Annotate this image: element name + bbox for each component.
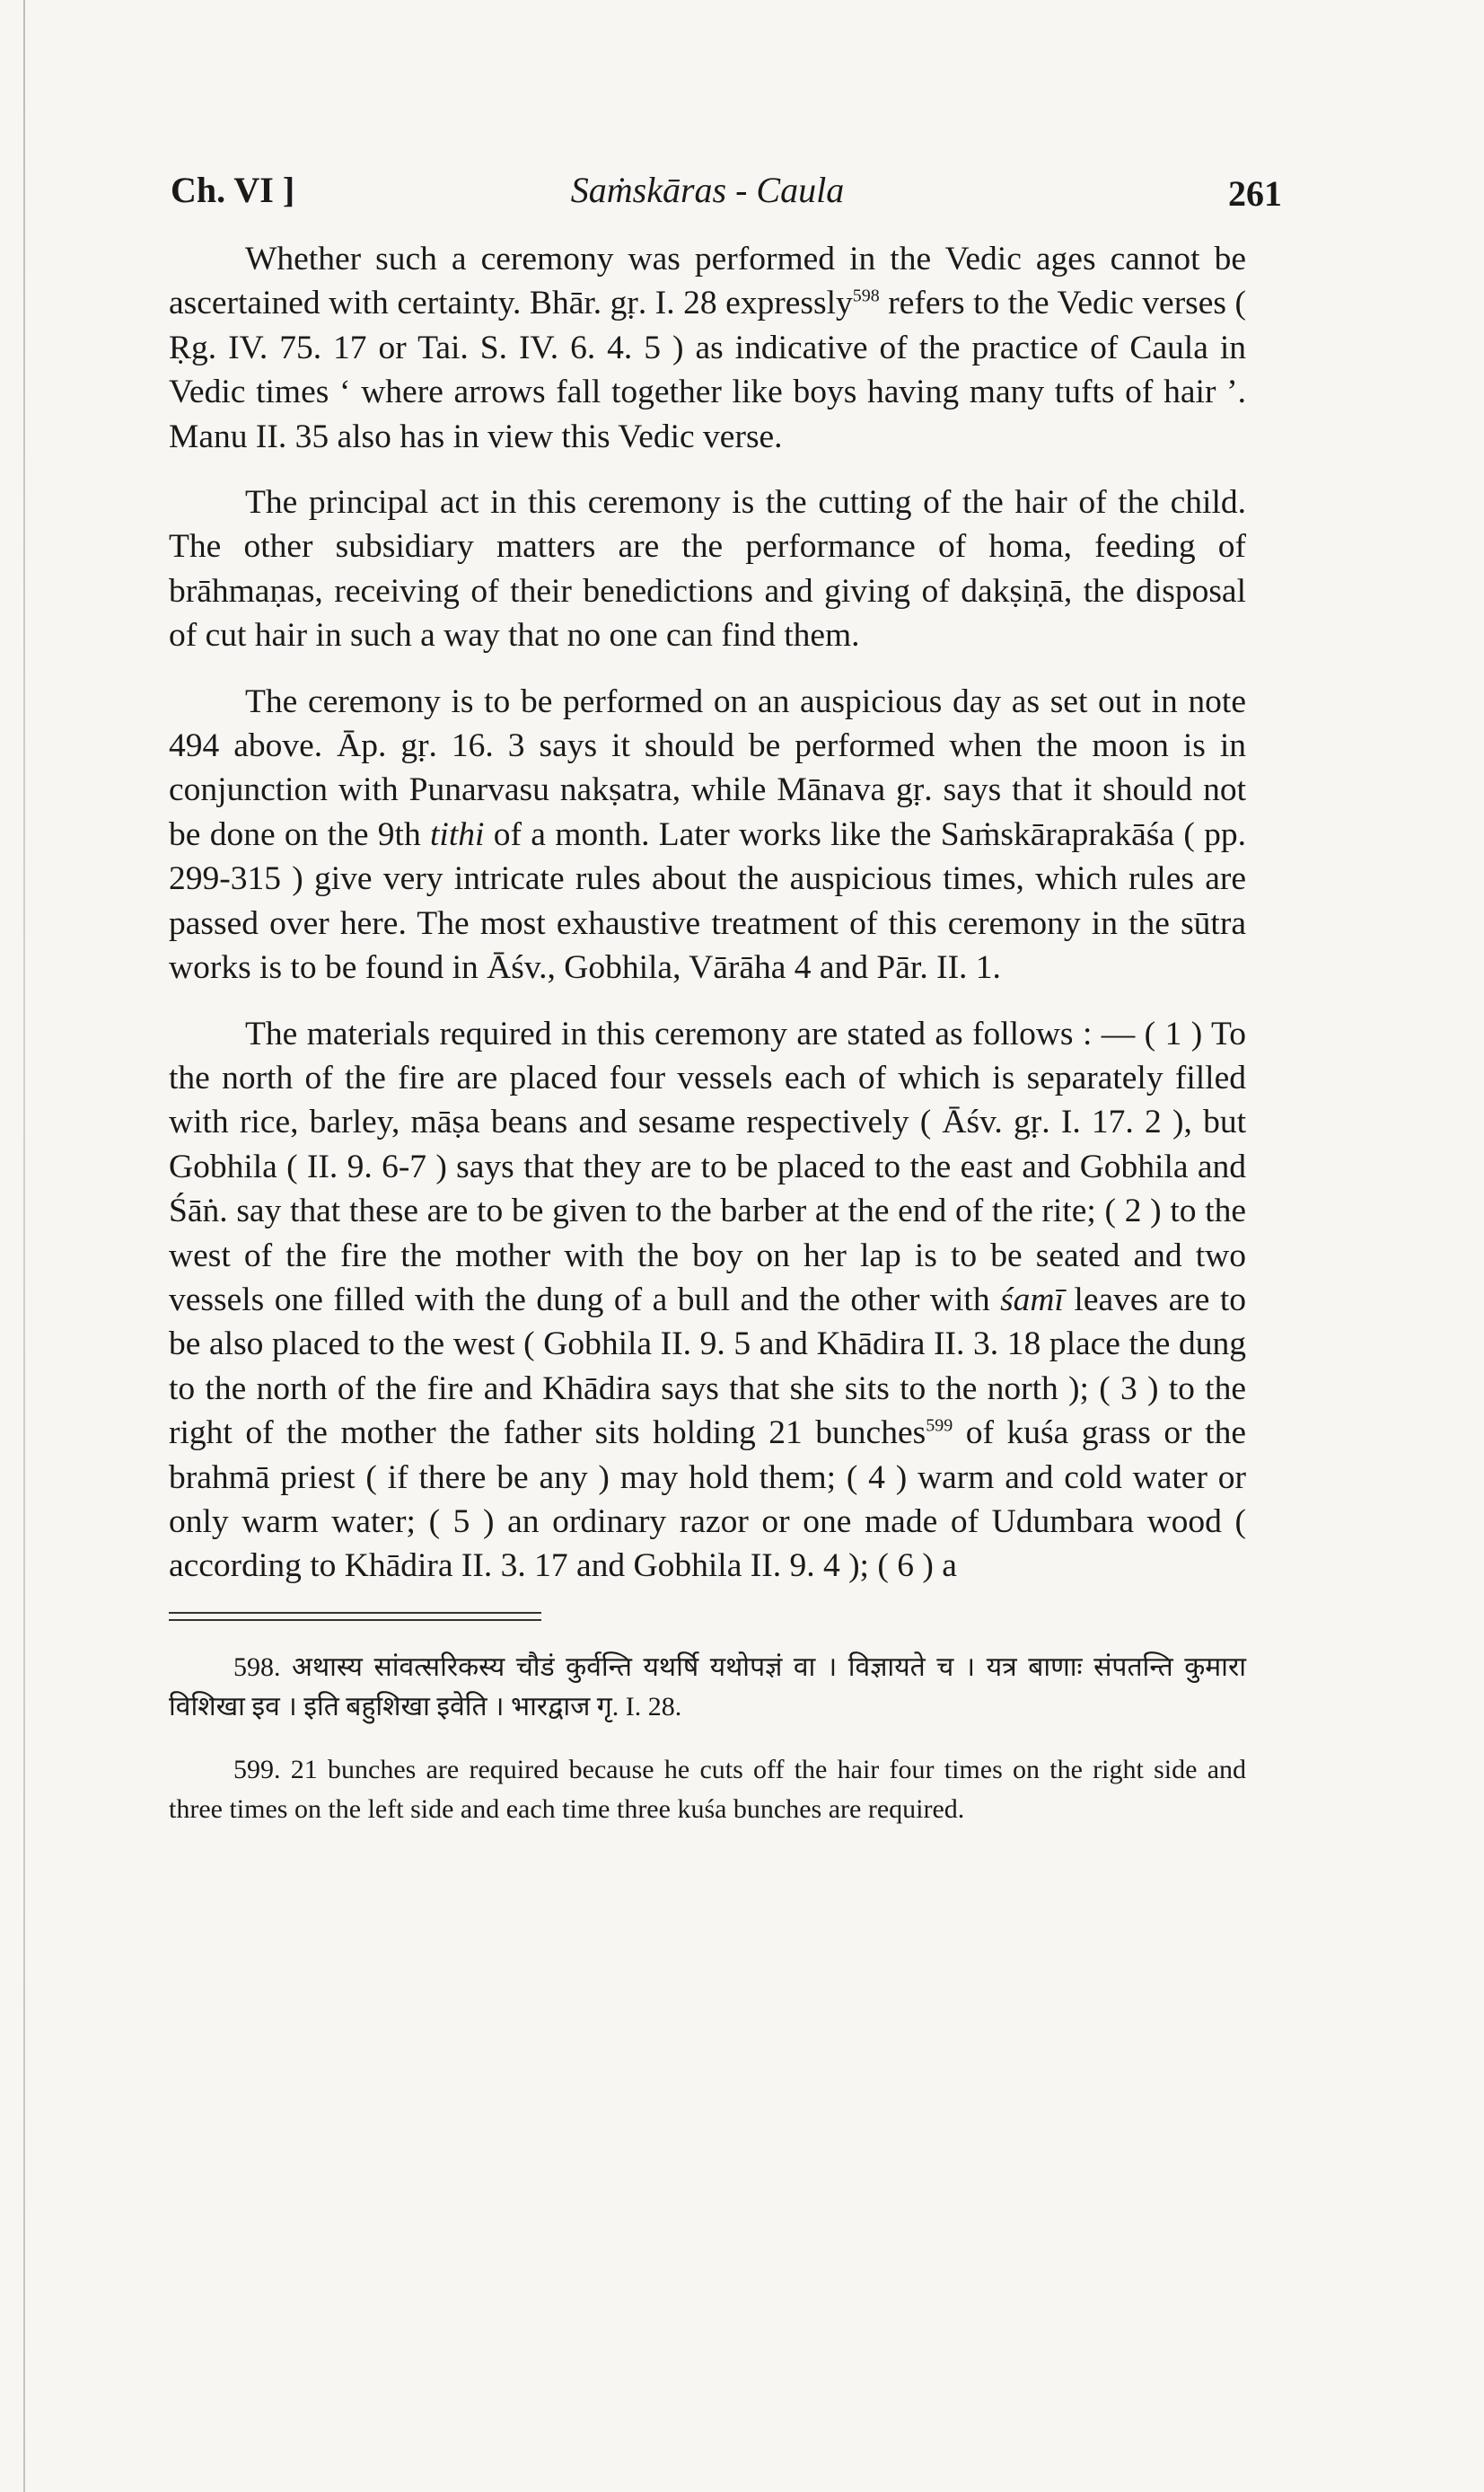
italic-term: śamī <box>1000 1281 1064 1318</box>
footnote-598: 598. अथास्य सांवत्सरिकस्य चौडं कुर्वन्ति यथर्षि यथोपज्ञं वा । विज्ञायते च । यत्र बाणाः संपतन्ति कुमारा विशिखा इव । इति बहुशिखा इवेति । भारद्वाज गृ. I. 28. <box>169 1651 1246 1722</box>
section-title: Saṁskāras - Caula <box>570 170 845 210</box>
page-margin-line <box>23 0 25 2492</box>
chapter-label: Ch. VI ] <box>171 170 295 210</box>
footnote-ref-598: 598 <box>852 286 880 306</box>
running-head <box>169 151 1282 214</box>
italic-term: tithi <box>430 815 485 853</box>
paragraph-materials: The materials required in this ceremony are stated as follows : — ( 1 ) To the north of the fire are placed four vessels each of which is separately filled with rice, barley, māṣa beans and sesame respectively ( Āśv. gṛ. I. 17. 2 ), but Gobhila ( II. 9. 6-7 ) says that they are to be placed to the east and Gobhila and Śāṅ. say that these are to be given to the barber at the end of the rite; ( 2 ) to the west of the fire the mother with the boy on her lap is to be seated and two vessels one filled with the dung of a bull and the other with śamī leaves are to be also placed to the west ( Gobhila II. 9. 5 and Khādira II. 3. 18 place the dung to the north of the fire and Khādira says that she sits to the north ); ( 3 ) to the right of the mother the father sits holding 21 bunches$^{599}$ of kuśa grass or the brahmā priest ( if there be any ) may hold them; ( 4 ) warm and cold water or only warm water; ( 5 ) an ordinary razor or one made of Udumbara wood ( according to Khādira II. 3. 17 and Gobhila II. 9. 4 ); ( 6 ) a <box>169 1015 1247 1585</box>
footnote-separator <box>169 1612 541 1621</box>
paragraph-principal-act: The principal act in this ceremony is the cutting of the hair of the child. The other subsidiary matters are the performance of homa, feeding of brāhmaṇas, receiving of their benedictions and giving of dakṣiṇā, the disposal of cut hair in such a way that no one can find them. <box>169 484 1246 655</box>
body-text <box>169 237 1246 1589</box>
footnotes <box>169 1648 1246 1829</box>
book-page <box>169 151 1282 1853</box>
paragraph-auspicious-day: The ceremony is to be performed on an auspicious day as set out in note 494 above. Āp. gṛ. 16. 3 says it should be performed when the moon is in conjunction with Punarvasu nakṣatra, while Mānava gṛ. says that it should not be done on the 9th tithi of a month. Later works like the Saṁskāraprakāśa ( pp. 299-315 ) give very intricate rules about the auspicious times, which rules are passed over here. The most exhaustive treatment of this ceremony in the sūtra works is to be found in Āśv., Gobhila, Vārāha 4 and Pār. II. 1. <box>169 682 1246 987</box>
footnote-599: 599. 21 bunches are required because he cuts off the hair four times on the right side and three times on the left side and each time three kuśa bunches are required. <box>169 1754 1247 1824</box>
footnote-ref-599: 599 <box>926 1415 953 1436</box>
page-number: 261 <box>1228 173 1282 214</box>
paragraph-vedic-ages: Whether such a ceremony was performed in the Vedic ages cannot be ascertained with certainty. Bhār. gṛ. I. 28 expressly$^{598}$ refers to the Vedic verses ( Ṛg. IV. 75. 17 or Tai. S. IV. 6. 4. 5 ) as indicative of the practice of Caula in Vedic times ‘ where arrows fall together like boys having many tufts of hair ’. Manu II. 35 also has in view this Vedic verse. <box>169 241 1246 455</box>
